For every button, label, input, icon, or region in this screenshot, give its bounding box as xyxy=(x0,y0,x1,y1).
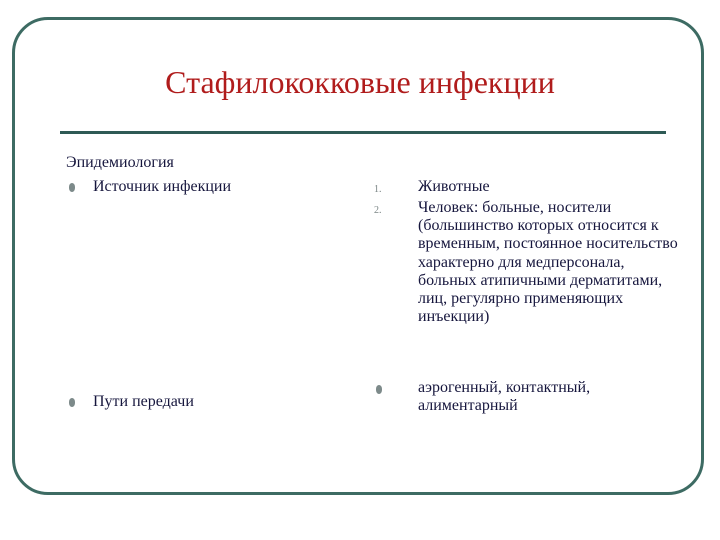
slide-title: Стафилококковые инфекции xyxy=(165,64,555,100)
bullet-icon xyxy=(69,183,75,192)
title-divider xyxy=(60,131,666,134)
left-item-transmission: Пути передачи xyxy=(93,393,194,410)
right-item-human: Человек: больные, носители (большинство которых относится к временным, постоянное носительство характерно для медперсонала, больных атипичными дерматитами, лиц, регулярно применяющих инъекции) xyxy=(418,199,678,326)
bullet-icon xyxy=(376,385,382,394)
list-number: 1. xyxy=(374,184,382,195)
right-item-routes: аэрогенный, контактный, алиментарный xyxy=(418,379,591,415)
section-heading: Эпидемиология xyxy=(66,154,174,171)
left-item-source: Источник инфекции xyxy=(93,178,232,195)
list-number: 2. xyxy=(374,205,382,216)
bullet-icon xyxy=(69,398,75,407)
right-item-animals: Животные xyxy=(418,178,490,195)
